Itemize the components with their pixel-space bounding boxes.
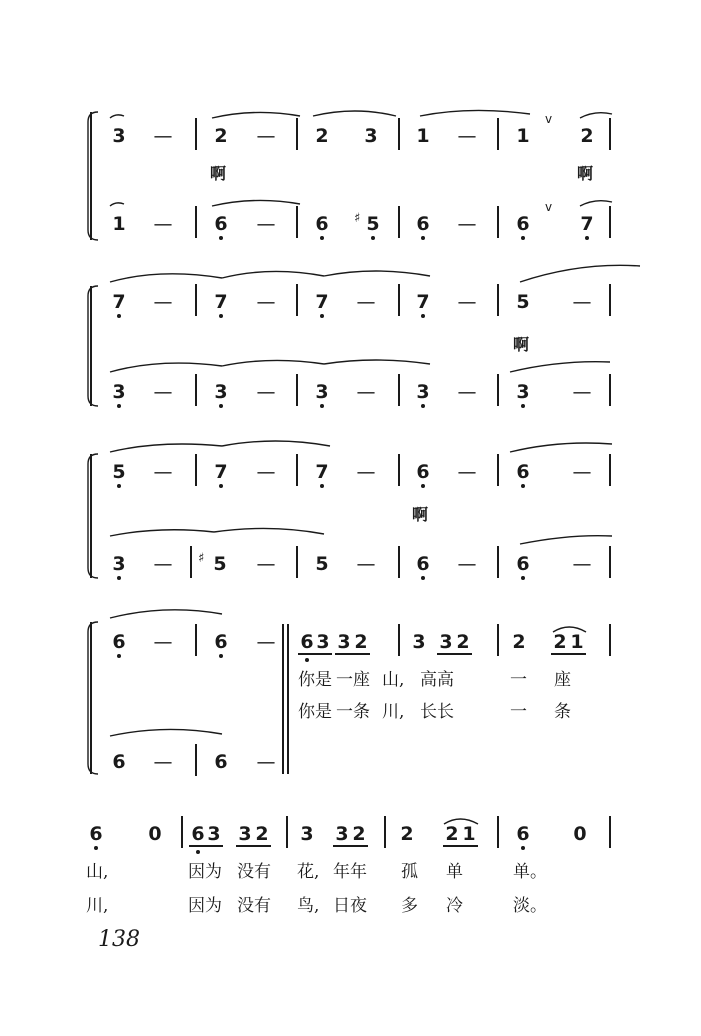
- note: 7: [112, 291, 126, 313]
- barline: [609, 118, 611, 150]
- note: 3: [238, 823, 252, 845]
- eighth-underline: [298, 653, 332, 655]
- note: 5: [315, 553, 329, 575]
- barline: [497, 374, 499, 406]
- lyric: 啊: [513, 335, 530, 354]
- note: 6: [112, 751, 126, 773]
- note: 3: [516, 381, 530, 403]
- low-dot: [117, 576, 121, 580]
- lyric: 条: [554, 702, 571, 722]
- note: 7: [214, 291, 228, 313]
- barline: [195, 206, 197, 238]
- barline: [195, 624, 197, 656]
- barline: [609, 454, 611, 486]
- note: 2: [456, 631, 470, 653]
- low-dot: [305, 658, 309, 662]
- note: 0: [148, 823, 162, 845]
- barline: [497, 816, 499, 848]
- note: 2: [255, 823, 269, 845]
- dash: —: [256, 461, 276, 483]
- note: 7: [416, 291, 430, 313]
- barline: [609, 816, 611, 848]
- note: 6: [89, 823, 103, 845]
- lyric: 一: [510, 702, 527, 722]
- eighth-underline: [335, 653, 370, 655]
- lyric: 你是: [298, 702, 332, 722]
- low-dot: [421, 484, 425, 488]
- dash: —: [256, 125, 276, 147]
- barline: [296, 374, 298, 406]
- note: 6: [112, 631, 126, 653]
- note: 6: [416, 553, 430, 575]
- lyric: 川,: [86, 896, 109, 916]
- slur: [520, 265, 640, 282]
- low-dot: [421, 314, 425, 318]
- dash: —: [457, 461, 477, 483]
- dash: —: [256, 631, 276, 653]
- note: 6: [416, 213, 430, 235]
- low-dot: [219, 236, 223, 240]
- lyric: 座: [554, 670, 571, 690]
- low-dot: [371, 236, 375, 240]
- slur: [212, 112, 300, 118]
- note: 6: [516, 213, 530, 235]
- slur: [420, 110, 530, 116]
- barline: [398, 546, 400, 578]
- slur: [510, 443, 612, 452]
- note: 5: [213, 553, 227, 575]
- dash: —: [256, 553, 276, 575]
- low-dot: [521, 236, 525, 240]
- barline: [296, 118, 298, 150]
- dash: —: [356, 291, 376, 313]
- note: 7: [315, 461, 329, 483]
- note: 6: [416, 461, 430, 483]
- dash: —: [356, 553, 376, 575]
- slur: [110, 610, 222, 618]
- note: 3: [300, 823, 314, 845]
- breath-mark: v: [545, 112, 553, 126]
- note: 1: [112, 213, 126, 235]
- lyric: 年年: [333, 862, 367, 882]
- dash: —: [153, 461, 173, 483]
- slur: [110, 203, 124, 206]
- note: 2: [553, 631, 567, 653]
- lyric: 没有: [237, 862, 271, 882]
- note: 7: [315, 291, 329, 313]
- dash: —: [153, 751, 173, 773]
- dash: —: [256, 291, 276, 313]
- double-barline: [287, 624, 289, 774]
- eighth-underline: [551, 653, 586, 655]
- note: 3: [335, 823, 349, 845]
- note: 3: [214, 381, 228, 403]
- lyric: 一: [510, 670, 527, 690]
- eighth-underline: [443, 845, 478, 847]
- low-dot: [219, 404, 223, 408]
- eighth-underline: [236, 845, 271, 847]
- eighth-underline: [333, 845, 368, 847]
- slur: [510, 362, 610, 372]
- barline: [195, 118, 197, 150]
- lyric: 一座: [336, 670, 370, 690]
- dash: —: [153, 125, 173, 147]
- barline: [398, 374, 400, 406]
- lyric: 日夜: [333, 896, 367, 916]
- lyric: 高高: [420, 670, 454, 690]
- system-2-brace: [90, 286, 92, 406]
- note: 2: [315, 125, 329, 147]
- low-dot: [421, 404, 425, 408]
- barline: [296, 546, 298, 578]
- note: 3: [207, 823, 221, 845]
- note: 5: [366, 213, 380, 235]
- lyric: 啊: [577, 164, 594, 183]
- low-dot: [521, 846, 525, 850]
- lyric: 多: [401, 896, 418, 916]
- note: 1: [570, 631, 584, 653]
- dash: —: [256, 213, 276, 235]
- barline: [497, 284, 499, 316]
- barline: [398, 118, 400, 150]
- eighth-underline: [437, 653, 472, 655]
- system-4-brace: [90, 622, 92, 774]
- slur: [212, 200, 300, 206]
- lyric: 因为: [188, 896, 222, 916]
- note: 6: [516, 553, 530, 575]
- double-barline: [282, 624, 284, 774]
- low-dot: [320, 314, 324, 318]
- low-dot: [219, 654, 223, 658]
- slur: [110, 115, 124, 118]
- barline: [497, 206, 499, 238]
- slur: [110, 444, 222, 452]
- note: 3: [337, 631, 351, 653]
- barline: [384, 816, 386, 848]
- barline: [195, 284, 197, 316]
- note: 2: [400, 823, 414, 845]
- low-dot: [585, 236, 589, 240]
- lyric: 啊: [210, 164, 227, 183]
- note: 3: [439, 631, 453, 653]
- low-dot: [117, 314, 121, 318]
- note: 0: [573, 823, 587, 845]
- note: 2: [352, 823, 366, 845]
- lyric: 川,: [382, 702, 405, 722]
- note: 3: [416, 381, 430, 403]
- slur: [222, 360, 324, 366]
- dash: —: [153, 381, 173, 403]
- note: 5: [516, 291, 530, 313]
- low-dot: [94, 846, 98, 850]
- slur: [110, 274, 222, 282]
- barline: [398, 454, 400, 486]
- low-dot: [219, 314, 223, 318]
- system-3-brace: [90, 454, 92, 578]
- dash: —: [256, 751, 276, 773]
- low-dot: [219, 484, 223, 488]
- slur: [520, 536, 612, 544]
- barline: [296, 206, 298, 238]
- note: 3: [112, 381, 126, 403]
- dash: —: [153, 631, 173, 653]
- barline: [286, 816, 288, 848]
- dash: —: [572, 381, 592, 403]
- system-1-brace: [90, 112, 92, 240]
- slur: [324, 360, 430, 364]
- barline: [609, 206, 611, 238]
- lyric: 鸟,: [297, 896, 320, 916]
- low-dot: [521, 576, 525, 580]
- barline: [181, 816, 183, 848]
- dash: —: [457, 553, 477, 575]
- lyric: 一条: [336, 702, 370, 722]
- note: 6: [315, 213, 329, 235]
- low-dot: [320, 484, 324, 488]
- note: 2: [580, 125, 594, 147]
- note: 3: [112, 553, 126, 575]
- lyric: 因为: [188, 862, 222, 882]
- note: 3: [364, 125, 378, 147]
- barline: [609, 284, 611, 316]
- lyric: 你是: [298, 670, 332, 690]
- note: 6: [214, 631, 228, 653]
- note: 3: [315, 381, 329, 403]
- note: 3: [112, 125, 126, 147]
- slur: [222, 271, 324, 278]
- lyric: 啊: [412, 505, 429, 524]
- lyric: 没有: [237, 896, 271, 916]
- slur: [110, 530, 214, 536]
- barline: [609, 624, 611, 656]
- dash: —: [457, 213, 477, 235]
- breath-mark: v: [545, 200, 553, 214]
- slur: [580, 113, 612, 118]
- slur: [110, 363, 222, 372]
- slur: [313, 111, 396, 116]
- lyric: 花,: [297, 862, 320, 882]
- lyric: 冷: [446, 896, 463, 916]
- lyric: 单。: [513, 862, 547, 882]
- low-dot: [117, 654, 121, 658]
- slur: [214, 528, 324, 534]
- note: 6: [516, 823, 530, 845]
- dash: —: [572, 461, 592, 483]
- low-dot: [320, 236, 324, 240]
- slur: [580, 201, 612, 206]
- page-number: 138: [98, 927, 140, 952]
- low-dot: [421, 576, 425, 580]
- barline: [609, 546, 611, 578]
- note: 1: [462, 823, 476, 845]
- note: 6: [191, 823, 205, 845]
- note: 7: [214, 461, 228, 483]
- dash: —: [153, 291, 173, 313]
- dash: —: [572, 553, 592, 575]
- lyric: 山,: [382, 670, 405, 690]
- note: 6: [214, 751, 228, 773]
- low-dot: [196, 850, 200, 854]
- dash: —: [457, 381, 477, 403]
- barline: [497, 118, 499, 150]
- note: 7: [580, 213, 594, 235]
- barline: [296, 454, 298, 486]
- barline: [398, 624, 400, 656]
- note: 6: [214, 213, 228, 235]
- barline: [497, 546, 499, 578]
- barline: [190, 546, 192, 578]
- dash: —: [457, 291, 477, 313]
- note: 2: [214, 125, 228, 147]
- barline: [398, 284, 400, 316]
- note: 1: [516, 125, 530, 147]
- low-dot: [521, 484, 525, 488]
- low-dot: [521, 404, 525, 408]
- eighth-underline: [189, 845, 223, 847]
- slur: [222, 441, 330, 446]
- note: 2: [512, 631, 526, 653]
- low-dot: [320, 404, 324, 408]
- note: 2: [445, 823, 459, 845]
- low-dot: [117, 484, 121, 488]
- barline: [497, 454, 499, 486]
- slur: [324, 271, 430, 276]
- lyric: 山,: [86, 862, 109, 882]
- dash: —: [153, 553, 173, 575]
- note: 1: [416, 125, 430, 147]
- barline: [497, 624, 499, 656]
- note: 2: [354, 631, 368, 653]
- lyric: 长长: [420, 702, 454, 722]
- sharp-sign: ♯: [354, 211, 361, 226]
- dash: —: [153, 213, 173, 235]
- barline: [609, 374, 611, 406]
- dash: —: [572, 291, 592, 313]
- barline: [398, 206, 400, 238]
- barline: [195, 454, 197, 486]
- barline: [195, 374, 197, 406]
- note: 6: [300, 631, 314, 653]
- lyric: 孤: [401, 862, 418, 882]
- sharp-sign: ♯: [198, 551, 205, 566]
- dash: —: [356, 381, 376, 403]
- dash: —: [256, 381, 276, 403]
- lyric: 淡。: [513, 896, 547, 916]
- note: 6: [516, 461, 530, 483]
- dash: —: [356, 461, 376, 483]
- note: 3: [316, 631, 330, 653]
- low-dot: [421, 236, 425, 240]
- lyric: 单: [446, 862, 463, 882]
- note: 5: [112, 461, 126, 483]
- barline: [195, 744, 197, 776]
- note: 3: [412, 631, 426, 653]
- low-dot: [117, 404, 121, 408]
- slur: [110, 729, 222, 736]
- dash: —: [457, 125, 477, 147]
- barline: [296, 284, 298, 316]
